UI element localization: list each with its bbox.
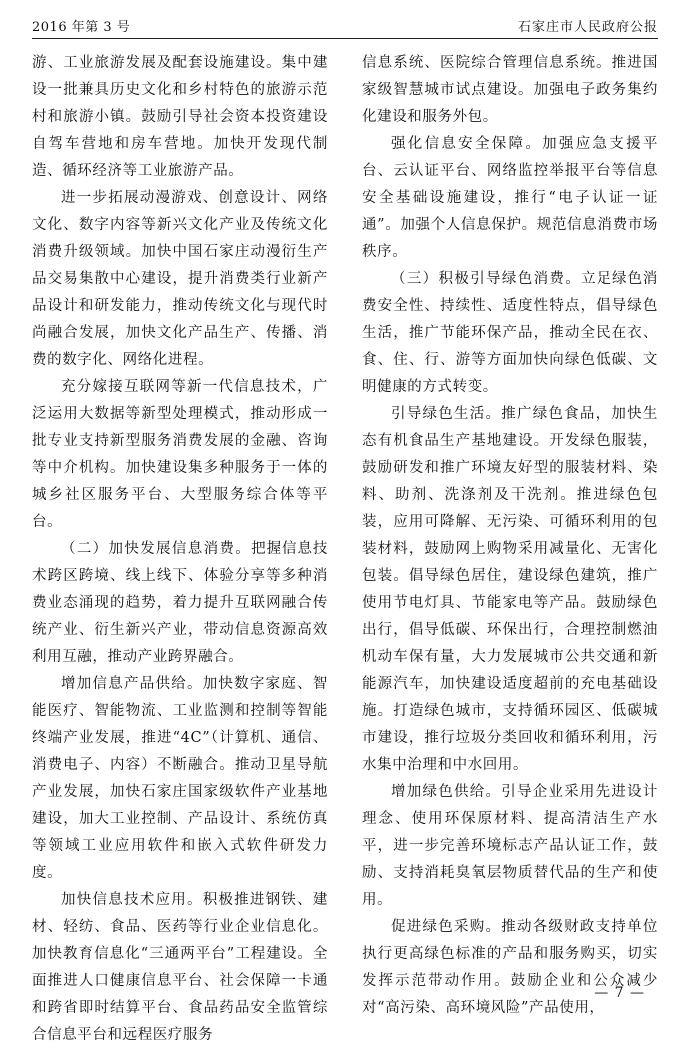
paragraph: 充分嫁接互联网等新一代信息技术，广泛运用大数据等新型处理模式，推动形成一批专业支持新型服务消费发展的金融、咨询等中介机构。加快建设集多种服务于一体的城乡社区服务平台、大型服务综合体等平台。 bbox=[32, 379, 328, 530]
section-heading: （二）加快发展信息消费。 bbox=[61, 541, 252, 557]
paragraph: 促进绿色采购。推动各级财政支持单位执行更高绿色标准的产品和服务购买，切实发挥示范带动作用。鼓励企业和公众减少对“高污染、高环境风险”产品使用， bbox=[362, 919, 658, 1016]
publication-title: 石家庄市人民政府公报 bbox=[517, 20, 658, 35]
issue-label: 2016 年第 3 号 bbox=[32, 20, 131, 35]
left-column bbox=[32, 50, 328, 1049]
section-paragraph: （三）积极引导绿色消费。立足绿色消费安全性、持续性、适度性特点，倡导绿色生活，推广节能环保产品，推动全民在衣、食、住、行、游等方面加快向绿色低碳、文明健康的方式转变。 bbox=[362, 271, 658, 395]
paragraph: 增加绿色供给。引导企业采用先进设计理念、使用环保原材料、提高清洁生产水平，进一步完善环境标志产品认证工作，鼓励、支持消耗臭氧层物质替代品的生产和使用。 bbox=[362, 784, 658, 908]
paragraph: 增加信息产品供给。加快数字家庭、智能医疗、智能物流、工业监测和控制等智能终端产业发展，推进“4C”（计算机、通信、消费电子、内容）不断融合。推动卫星导航产业发展，加快石家庄国家级软件产业基地建设，加大工业控制、产品设计、系统仿真等领域工业应用软件和嵌入式软件研发力度。 bbox=[32, 676, 328, 881]
paragraph: 加快信息技术应用。积极推进钢铁、建材、轻纺、食品、医药等行业企业信息化。加快教育信息化“三通两平台”工程建设。全面推进人口健康信息平台、社会保障一卡通和跨省即时结算平台、食品药品安全监管综合信息平台和远程医疗服务 bbox=[32, 892, 328, 1043]
section-paragraph: （二）加快发展信息消费。把握信息技术跨区跨境、线上线下、体验分享等多种消费业态涌现的趋势，着力提升互联网融合传统产业、衍生新兴产业，带动信息资源高效利用互融，推动产业跨界融合。 bbox=[32, 541, 328, 665]
page-number: — 7 — bbox=[594, 985, 645, 1001]
page-header bbox=[32, 14, 658, 36]
paragraph: 进一步拓展动漫游戏、创意设计、网络文化、数字内容等新兴文化产业及传统文化消费升级领域。加快中国石家庄动漫衍生产品交易集散中心建设，提升消费类行业新产品设计和研发能力，推动传统文化与现代时尚融合发展，加快文化产品生产、传播、消费的数字化、网络化进程。 bbox=[32, 190, 328, 368]
section-heading: （三）积极引导绿色消费。 bbox=[391, 271, 582, 287]
paragraph: 游、工业旅游发展及配套设施建设。集中建设一批兼具历史文化和乡村特色的旅游示范村和旅游小镇。鼓励引导社会资本投资建设自驾车营地和房车营地。加快开发现代制造、循环经济等工业旅游产品。 bbox=[32, 55, 328, 179]
header-divider bbox=[32, 38, 658, 39]
paragraph: 引导绿色生活。推广绿色食品，加快生态有机食品生产基地建设。开发绿色服装，鼓励研发和推广环境友好型的服装材料、染料、助剂、洗涤剂及干洗剂。推进绿色包装，应用可降解、无污染、可循环利用的包装材料，鼓励网上购物采用减量化、无害化包装。倡导绿色居住，建设绿色建筑，推广使用节电灯具、节能家电等产品。鼓励绿色出行，倡导低碳、环保出行，合理控制燃油机动车保有量，大力发展城市公共交通和新能源汽车，加快建设适度超前的充电基础设施。打造绿色城市，支持循环园区、低碳城市建设，推行垃圾分类回收和循环利用，污水集中治理和中水回用。 bbox=[362, 406, 658, 773]
paragraph: 强化信息安全保障。加强应急支援平台、云认证平台、网络监控举报平台等信息安全基础设施建设，推行“电子认证一证通”。加强个人信息保护。规范信息消费市场秩序。 bbox=[362, 136, 658, 260]
paragraph: 信息系统、医院综合管理信息系统。推进国家级智慧城市试点建设。加强电子政务集约化建设和服务外包。 bbox=[362, 55, 658, 125]
right-column bbox=[362, 50, 658, 1022]
